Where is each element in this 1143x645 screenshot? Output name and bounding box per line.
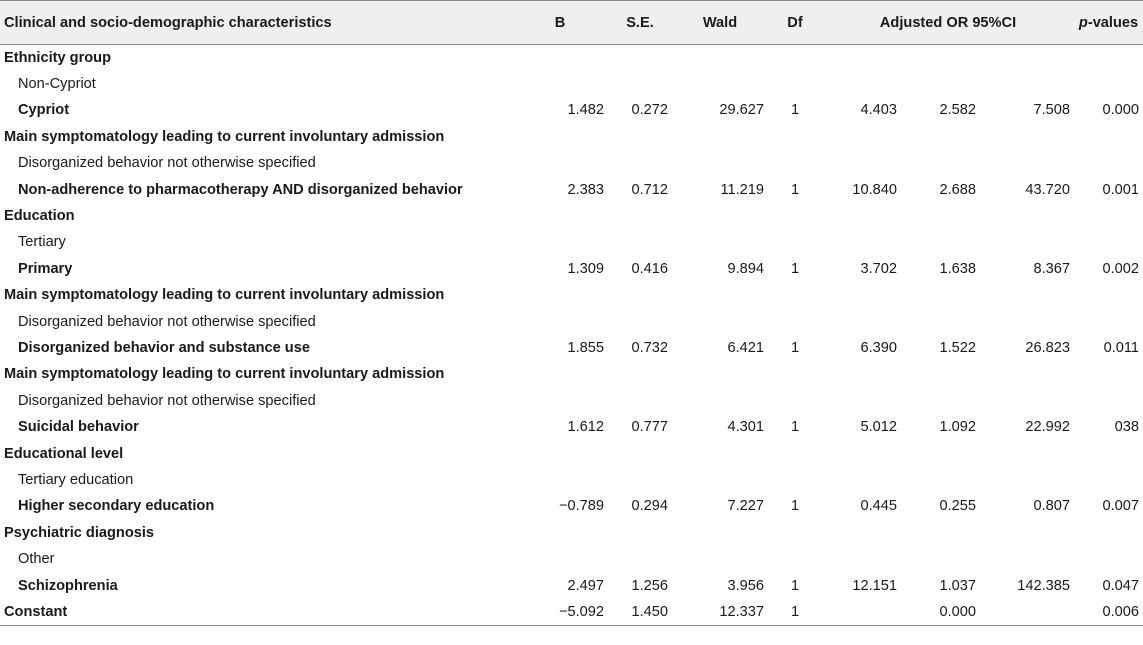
cell-df xyxy=(768,45,822,71)
cell-df xyxy=(768,546,822,572)
cell-ci-upper: 43.720 xyxy=(1025,181,1071,198)
cell-df: 1 xyxy=(790,181,800,198)
cell-ci-lower xyxy=(901,467,980,493)
cell-adjusted-or: 3.702 xyxy=(860,260,897,277)
cell-wald xyxy=(672,124,768,150)
cell-b xyxy=(512,440,608,466)
cell-p-value: 0.002 xyxy=(1102,260,1140,277)
row-label: Cypriot xyxy=(18,102,70,119)
reference-row xyxy=(0,229,1143,255)
cell-adjusted-or xyxy=(822,150,901,176)
row-label: Primary xyxy=(18,260,73,277)
cell-b: 2.497 xyxy=(567,577,604,594)
cell-ci-lower xyxy=(901,71,980,97)
cell-ci-upper xyxy=(980,599,1074,625)
cell-se: 0.777 xyxy=(631,419,668,436)
cell-se: 0.294 xyxy=(631,498,668,515)
cell-adjusted-or xyxy=(822,71,901,97)
row-label: Disorganized behavior not otherwise specified xyxy=(18,392,316,409)
cell-ci-lower xyxy=(901,520,980,546)
cell-wald: 29.627 xyxy=(719,102,764,119)
cell-b xyxy=(512,150,608,176)
cell-ci-upper xyxy=(980,203,1074,229)
cell-df xyxy=(768,520,822,546)
cell-p-value xyxy=(1074,282,1143,308)
cell-se xyxy=(608,150,672,176)
cell-df: 1 xyxy=(790,339,800,356)
cell-b: 1.309 xyxy=(567,260,604,277)
cell-df xyxy=(768,150,822,176)
cell-se xyxy=(608,71,672,97)
header-adjusted-or: Adjusted OR 95%CI xyxy=(822,1,1074,45)
cell-se xyxy=(608,361,672,387)
cell-adjusted-or: 6.390 xyxy=(860,339,897,356)
cell-adjusted-or xyxy=(822,308,901,334)
cell-p-value xyxy=(1074,229,1143,255)
row-label: Educational level xyxy=(4,445,124,462)
cell-b xyxy=(512,361,608,387)
cell-se: 0.712 xyxy=(631,181,668,198)
cell-df xyxy=(768,229,822,255)
reference-row xyxy=(0,467,1143,493)
cell-ci-lower xyxy=(901,440,980,466)
cell-ci-lower: 2.582 xyxy=(939,102,976,119)
row-label: Non-adherence to pharmacotherapy AND disorganized behavior xyxy=(18,181,463,198)
cell-ci-upper: 7.508 xyxy=(1033,102,1071,119)
cell-ci-upper xyxy=(980,308,1074,334)
cell-df xyxy=(768,361,822,387)
category-row xyxy=(0,493,1143,519)
header-p-rest: -values xyxy=(1087,14,1139,31)
cell-b: 1.855 xyxy=(567,339,604,356)
row-label: Main symptomatology leading to current involuntary admission xyxy=(4,128,445,145)
cell-wald: 6.421 xyxy=(727,339,764,356)
cell-p-value xyxy=(1074,520,1143,546)
cell-ci-upper xyxy=(980,282,1074,308)
row-label: Main symptomatology leading to current involuntary admission xyxy=(4,287,445,304)
cell-b xyxy=(512,71,608,97)
group-row xyxy=(0,440,1143,466)
cell-adjusted-or xyxy=(822,467,901,493)
cell-wald xyxy=(672,203,768,229)
group-row xyxy=(0,45,1143,71)
category-row xyxy=(0,256,1143,282)
cell-b xyxy=(512,546,608,572)
cell-p-value xyxy=(1074,361,1143,387)
cell-ci-upper xyxy=(980,150,1074,176)
group-row xyxy=(0,599,1143,625)
cell-wald: 7.227 xyxy=(727,498,764,515)
cell-ci-lower xyxy=(901,45,980,71)
row-label: Schizophrenia xyxy=(18,577,118,594)
cell-ci-lower xyxy=(901,150,980,176)
cell-df: 1 xyxy=(790,419,800,436)
cell-b xyxy=(512,124,608,150)
cell-adjusted-or xyxy=(822,229,901,255)
cell-se: 1.256 xyxy=(631,577,668,594)
cell-ci-upper xyxy=(980,440,1074,466)
cell-ci-upper xyxy=(980,229,1074,255)
cell-ci-lower xyxy=(901,203,980,229)
cell-p-value xyxy=(1074,124,1143,150)
cell-ci-lower xyxy=(901,308,980,334)
cell-p-value: 0.006 xyxy=(1102,603,1140,620)
group-row xyxy=(0,282,1143,308)
cell-p-value xyxy=(1074,308,1143,334)
cell-ci-lower: 0.000 xyxy=(939,603,976,620)
cell-adjusted-or xyxy=(822,282,901,308)
cell-p-value: 0.007 xyxy=(1102,498,1140,515)
cell-b: 1.612 xyxy=(567,419,604,436)
cell-wald: 9.894 xyxy=(727,260,764,277)
cell-ci-upper: 8.367 xyxy=(1033,260,1071,277)
cell-se xyxy=(608,45,672,71)
cell-b xyxy=(512,467,608,493)
cell-b xyxy=(512,203,608,229)
cell-wald xyxy=(672,282,768,308)
cell-ci-upper xyxy=(980,467,1074,493)
cell-se: 0.272 xyxy=(631,102,668,119)
cell-wald xyxy=(672,45,768,71)
cell-adjusted-or: 4.403 xyxy=(860,102,897,119)
cell-adjusted-or xyxy=(822,124,901,150)
cell-wald: 11.219 xyxy=(720,181,764,198)
cell-se xyxy=(608,546,672,572)
cell-se: 1.450 xyxy=(631,603,668,620)
cell-p-value xyxy=(1074,150,1143,176)
cell-ci-lower: 2.688 xyxy=(939,181,976,198)
cell-adjusted-or: 12.151 xyxy=(852,577,897,594)
cell-ci-upper: 22.992 xyxy=(1025,419,1071,436)
cell-ci-upper xyxy=(980,388,1074,414)
cell-p-value xyxy=(1074,71,1143,97)
category-row xyxy=(0,97,1143,123)
cell-ci-lower xyxy=(901,546,980,572)
cell-b xyxy=(512,282,608,308)
group-row xyxy=(0,203,1143,229)
cell-se xyxy=(608,124,672,150)
table-body xyxy=(0,45,1143,626)
row-label: Non-Cypriot xyxy=(18,76,96,93)
row-label: Tertiary education xyxy=(18,471,134,488)
row-label: Education xyxy=(4,208,75,225)
cell-p-value: 0.011 xyxy=(1103,339,1140,356)
cell-ci-upper xyxy=(980,546,1074,572)
cell-adjusted-or: 0.445 xyxy=(860,498,897,515)
category-row xyxy=(0,176,1143,202)
cell-se xyxy=(608,388,672,414)
reference-row xyxy=(0,546,1143,572)
cell-adjusted-or xyxy=(822,203,901,229)
cell-df xyxy=(768,71,822,97)
cell-se xyxy=(608,467,672,493)
cell-ci-lower xyxy=(901,388,980,414)
row-label: Tertiary xyxy=(18,234,66,251)
cell-adjusted-or xyxy=(822,45,901,71)
cell-adjusted-or: 5.012 xyxy=(860,419,897,436)
cell-wald xyxy=(672,467,768,493)
cell-wald xyxy=(672,440,768,466)
cell-wald xyxy=(672,388,768,414)
cell-se: 0.416 xyxy=(631,260,668,277)
group-row xyxy=(0,124,1143,150)
cell-ci-upper xyxy=(980,520,1074,546)
cell-ci-upper: 0.807 xyxy=(1033,498,1071,515)
cell-se xyxy=(608,229,672,255)
cell-df xyxy=(768,308,822,334)
cell-se xyxy=(608,440,672,466)
header-df: Df xyxy=(768,1,822,45)
cell-wald xyxy=(672,150,768,176)
cell-adjusted-or xyxy=(822,599,901,625)
cell-b xyxy=(512,229,608,255)
header-characteristics: Clinical and socio-demographic characteristics xyxy=(0,1,512,45)
reference-row xyxy=(0,71,1143,97)
cell-ci-upper xyxy=(980,361,1074,387)
header-b: B xyxy=(512,1,608,45)
cell-df xyxy=(768,388,822,414)
cell-p-value: 0.001 xyxy=(1102,181,1140,198)
row-label: Suicidal behavior xyxy=(18,419,139,436)
cell-df: 1 xyxy=(790,603,800,620)
cell-ci-upper: 26.823 xyxy=(1025,339,1071,356)
row-label: Constant xyxy=(4,603,68,620)
cell-b: 1.482 xyxy=(567,102,604,119)
row-label: Disorganized behavior not otherwise specified xyxy=(18,313,316,330)
cell-wald xyxy=(672,361,768,387)
cell-df: 1 xyxy=(790,577,800,594)
cell-adjusted-or xyxy=(822,546,901,572)
group-row xyxy=(0,361,1143,387)
cell-wald: 12.337 xyxy=(719,603,764,620)
row-label: Psychiatric diagnosis xyxy=(4,524,155,541)
cell-p-value: 038 xyxy=(1114,419,1140,436)
cell-ci-lower: 1.092 xyxy=(939,419,976,436)
row-label: Higher secondary education xyxy=(18,498,215,515)
cell-adjusted-or xyxy=(822,440,901,466)
cell-ci-lower: 1.522 xyxy=(939,339,976,356)
cell-df xyxy=(768,124,822,150)
cell-b xyxy=(512,45,608,71)
category-row xyxy=(0,335,1143,361)
cell-ci-lower xyxy=(901,361,980,387)
cell-wald: 4.301 xyxy=(727,419,764,436)
header-p-values xyxy=(1074,1,1143,45)
cell-b: −5.092 xyxy=(558,603,604,620)
cell-df xyxy=(768,440,822,466)
table-header xyxy=(0,1,1143,45)
cell-se: 0.732 xyxy=(631,339,668,356)
cell-wald xyxy=(672,520,768,546)
cell-df: 1 xyxy=(790,498,800,515)
cell-p-value xyxy=(1074,546,1143,572)
cell-df xyxy=(768,467,822,493)
category-row xyxy=(0,414,1143,440)
header-row xyxy=(0,1,1143,45)
cell-wald xyxy=(672,71,768,97)
cell-b: −0.789 xyxy=(558,498,604,515)
cell-df: 1 xyxy=(790,102,800,119)
row-label: Other xyxy=(18,551,55,568)
cell-p-value xyxy=(1074,467,1143,493)
cell-p-value xyxy=(1074,203,1143,229)
cell-b xyxy=(512,520,608,546)
cell-ci-lower xyxy=(901,124,980,150)
row-label: Disorganized behavior not otherwise specified xyxy=(18,155,316,172)
cell-ci-lower xyxy=(901,282,980,308)
header-wald: Wald xyxy=(672,1,768,45)
cell-adjusted-or: 10.840 xyxy=(852,181,897,198)
cell-adjusted-or xyxy=(822,388,901,414)
cell-adjusted-or xyxy=(822,361,901,387)
cell-b: 2.383 xyxy=(567,181,604,198)
cell-df xyxy=(768,203,822,229)
cell-ci-upper xyxy=(980,124,1074,150)
cell-ci-lower xyxy=(901,229,980,255)
cell-ci-upper xyxy=(980,71,1074,97)
cell-se xyxy=(608,203,672,229)
cell-se xyxy=(608,520,672,546)
cell-p-value xyxy=(1074,440,1143,466)
header-se: S.E. xyxy=(608,1,672,45)
cell-adjusted-or xyxy=(822,520,901,546)
header-p-italic: p xyxy=(1078,14,1088,31)
row-label: Ethnicity group xyxy=(4,49,112,66)
reference-row xyxy=(0,308,1143,334)
cell-se xyxy=(608,282,672,308)
cell-df: 1 xyxy=(790,260,800,277)
category-row xyxy=(0,572,1143,598)
row-label: Disorganized behavior and substance use xyxy=(18,339,310,356)
cell-ci-upper xyxy=(980,45,1074,71)
cell-se xyxy=(608,308,672,334)
reference-row xyxy=(0,150,1143,176)
cell-wald xyxy=(672,229,768,255)
cell-p-value: 0.047 xyxy=(1102,577,1140,594)
group-row xyxy=(0,520,1143,546)
cell-p-value: 0.000 xyxy=(1102,102,1140,119)
cell-wald xyxy=(672,546,768,572)
cell-p-value xyxy=(1074,388,1143,414)
cell-wald xyxy=(672,308,768,334)
cell-p-value xyxy=(1074,45,1143,71)
reference-row xyxy=(0,388,1143,414)
cell-b xyxy=(512,308,608,334)
cell-ci-lower: 0.255 xyxy=(939,498,976,515)
cell-ci-lower: 1.638 xyxy=(939,260,976,277)
cell-wald: 3.956 xyxy=(727,577,764,594)
row-label: Main symptomatology leading to current involuntary admission xyxy=(4,366,445,383)
cell-ci-lower: 1.037 xyxy=(939,577,976,594)
cell-ci-upper: 142.385 xyxy=(1017,577,1071,594)
cell-b xyxy=(512,388,608,414)
cell-df xyxy=(768,282,822,308)
